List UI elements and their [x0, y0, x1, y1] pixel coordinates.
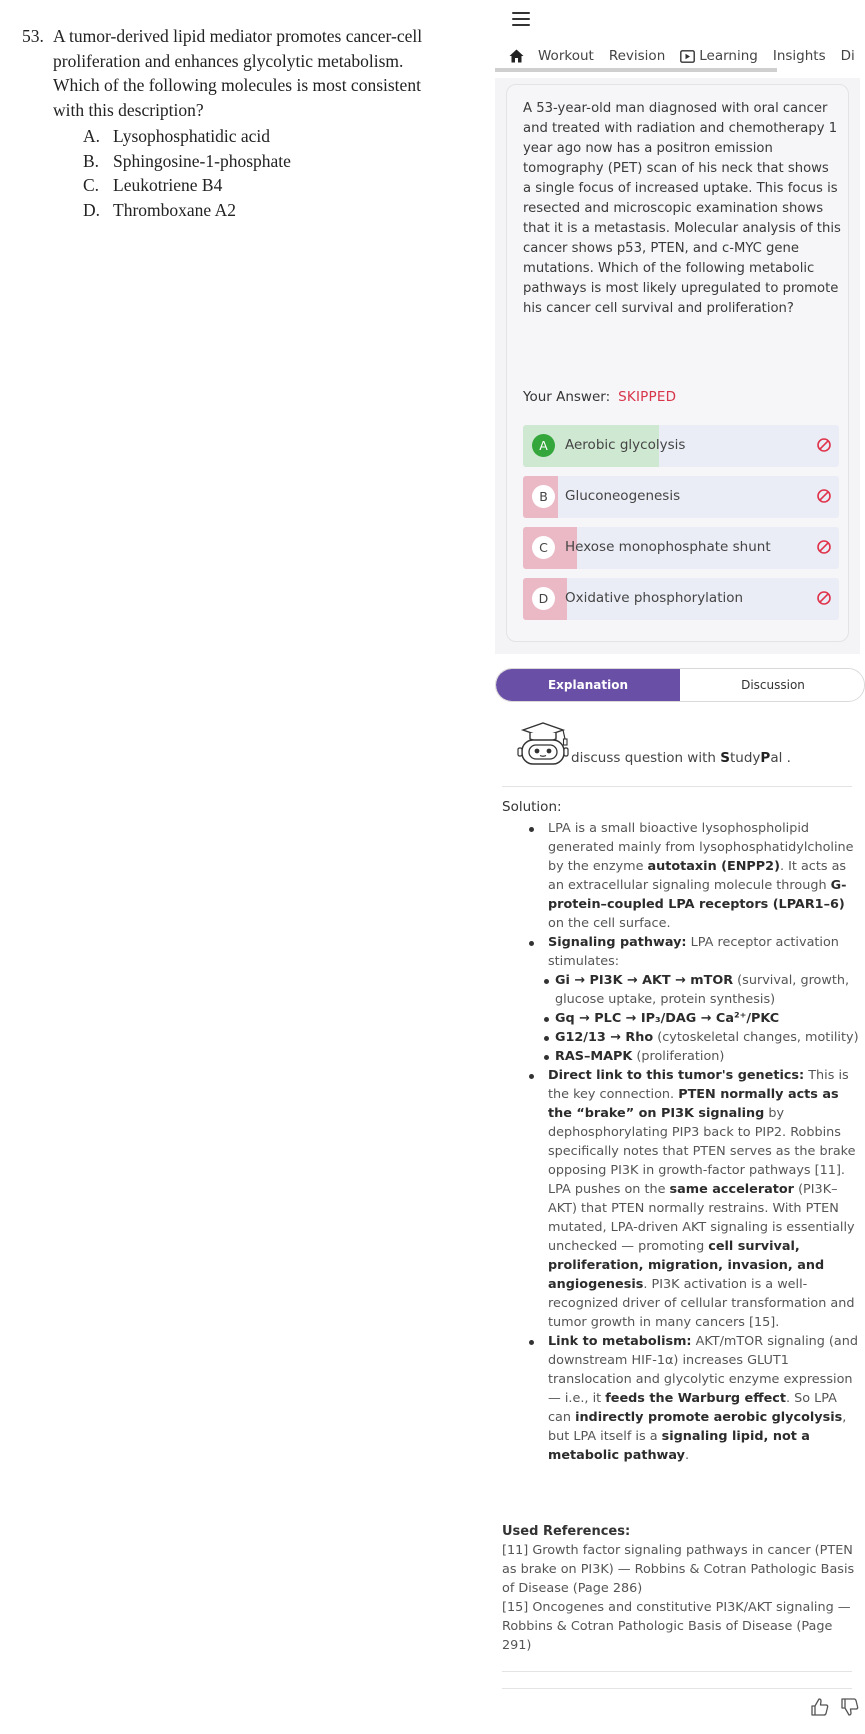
divider: [502, 1688, 852, 1689]
solution-bullet: [502, 819, 862, 933]
text: (cytoskeletal changes, motility): [653, 1030, 859, 1045]
question-stem: A 53-year-old man diagnosed with oral cancer and treated with radiation and chemotherapy 1 year ago now has a positron emission tomography (PET) scan of his neck that shows a single focus of increased uptake. This focus is resected and microscopic examination shows that it is a metastasis. Molecular analysis of this cancer shows p53, PTEN, and c-MYC gene mutations. Which of the following metabolic pathways is most likely upregulated to promote his cancer cell survival and proliferation?: [523, 101, 841, 316]
bold-text: Gq → PLC → IP₃/DAG → Ca²⁺/PKC: [555, 1011, 780, 1026]
answer-option-b[interactable]: [523, 476, 839, 518]
your-answer-label: Your Answer:: [523, 389, 611, 405]
text: AKT/mTOR signaling (and downstream HIF-1α) increases GLUT1 translocation and glycolytic enzyme expression — i.e., it: [548, 1334, 858, 1406]
answer-option-a[interactable]: [523, 425, 839, 467]
references-title: Used References:: [502, 1524, 631, 1539]
pathway-item: [548, 1047, 862, 1066]
solution-bullet: [502, 933, 862, 1066]
solution-bullet: [502, 1332, 862, 1465]
question-option: [83, 124, 452, 149]
studypal-tudy: tudy: [729, 750, 761, 766]
your-answer-value: SKIPPED: [618, 389, 677, 405]
pathway-item: [548, 971, 862, 1009]
option-letter: A.: [83, 126, 101, 146]
text: . PI3K activation is a well-recognized driver of cellular transformation and tumor growth in many cancers [15].: [548, 1277, 855, 1330]
bold-text: cell survival, proliferation, migration, invasion, and angiogenesis: [548, 1239, 825, 1292]
pathway-item: [548, 1028, 862, 1047]
text: (proliferation): [632, 1049, 725, 1064]
solution-bullet: [502, 1066, 862, 1332]
option-letter: D.: [83, 199, 101, 220]
bold-text: RAS–MAPK: [555, 1049, 633, 1064]
bold-text: G12/13 → Rho: [555, 1030, 654, 1045]
question-option: [83, 149, 452, 174]
tab-explanation[interactable]: Explanation: [496, 669, 680, 701]
divider: [502, 1671, 852, 1672]
question-block: [22, 24, 452, 222]
studypal-al: al .: [770, 750, 791, 766]
answer-option-c[interactable]: [523, 527, 839, 569]
pathway-list: [548, 971, 862, 1066]
option-letter: C.: [83, 175, 100, 195]
question-card: [506, 84, 849, 642]
text: . So LPA can: [548, 1391, 837, 1425]
app-panel: [495, 0, 865, 1734]
text: This is the key connection.: [548, 1068, 849, 1102]
nav-item-workout[interactable]: Workout: [538, 48, 594, 64]
option-text: Aerobic glycolysis: [565, 437, 686, 453]
video-icon: [680, 50, 695, 63]
thumbs-up-icon[interactable]: [810, 1697, 830, 1717]
strikethrough-icon[interactable]: [816, 590, 832, 606]
studypal-link[interactable]: [515, 720, 855, 770]
text: LPA is a small bioactive lysophospholipid generated mainly from lysophosphatidylcholine by the enzyme: [548, 821, 854, 874]
option-letter-badge: D: [532, 587, 555, 610]
strikethrough-icon[interactable]: [816, 488, 832, 504]
studypal-prefix: discuss question with: [571, 750, 721, 766]
bold-text: Gi → PI3K → AKT → mTOR: [555, 973, 734, 988]
option-letter-badge: A: [532, 434, 555, 457]
text: , but LPA itself is a: [548, 1410, 847, 1444]
nav-item-label: Learning: [699, 48, 758, 64]
nav-scroll-indicator: [495, 68, 777, 72]
nav-item-revision[interactable]: Revision: [608, 48, 666, 64]
option-text: Lysophosphatidic acid: [113, 126, 270, 146]
pathway-item: [548, 1009, 862, 1028]
text: (survival, growth, glucose uptake, protein synthesis): [555, 973, 850, 1007]
nav-item-insights[interactable]: Insights: [772, 48, 826, 64]
nav-item-learning[interactable]: [680, 48, 758, 64]
question-options: [83, 124, 452, 222]
text: on the cell surface.: [548, 916, 671, 931]
menu-icon[interactable]: [512, 12, 530, 26]
bold-text: signaling lipid, not a metabolic pathway: [548, 1429, 810, 1463]
option-letter-badge: C: [532, 536, 555, 559]
bold-text: feeds the Warburg effect: [605, 1391, 786, 1406]
question-option: [83, 173, 452, 198]
bold-text: Link to metabolism:: [548, 1334, 692, 1349]
studypal-p: P: [760, 750, 771, 766]
option-text: Gluconeogenesis: [565, 488, 681, 504]
option-letter: B.: [83, 150, 100, 171]
option-text: Thromboxane A2: [113, 199, 236, 220]
answer-option-d[interactable]: [523, 578, 839, 620]
reference-item: [11] Growth factor signaling pathways in cancer (PTEN as brake on PI3K) — Robbins & Cotran Pathologic Basis of Disease (Page 286): [502, 1543, 855, 1596]
studypal-text: [571, 750, 791, 766]
solution-bullets: [502, 819, 862, 1465]
nav-item-di[interactable]: Di: [840, 48, 855, 64]
solution-section: [502, 798, 862, 1465]
bold-text: same accelerator: [669, 1182, 794, 1197]
thumbs-down-icon[interactable]: [840, 1697, 860, 1717]
text: by dephosphorylating PIP3 back to PIP2. Robbins specifically notes that PTEN serves as the brake opposing PI3K in growth-factor pathways [11]. LPA pushes on the: [548, 1106, 856, 1197]
robot-graduate-icon: [515, 720, 571, 768]
bold-text: G-protein–coupled LPA receptors (LPAR1–6): [548, 878, 847, 912]
question-number: 53.: [22, 26, 44, 46]
tab-discussion[interactable]: Discussion: [680, 669, 865, 701]
option-letter-badge: B: [532, 485, 555, 508]
divider: [502, 786, 852, 787]
text: .: [684, 1448, 690, 1463]
references-section: [502, 1522, 858, 1655]
bold-text: Direct link to this tumor's genetics:: [548, 1068, 805, 1083]
question-option: [83, 198, 452, 223]
option-text: Leukotriene B4: [113, 175, 223, 195]
solution-title: Solution:: [502, 799, 562, 815]
option-text: Oxidative phosphorylation: [565, 590, 744, 606]
strikethrough-icon[interactable]: [816, 437, 832, 453]
bold-text: autotaxin (ENPP2): [647, 859, 780, 874]
bold-text: indirectly promote aerobic glycolysis: [575, 1410, 843, 1425]
reference-item: [15] Oncogenes and constitutive PI3K/AKT signaling — Robbins & Cotran Pathologic Basis of Disease (Page 291): [502, 1600, 851, 1653]
studypal-s: S: [720, 750, 730, 766]
home-icon[interactable]: [502, 49, 530, 63]
explanation-tabs: [495, 668, 865, 702]
question-card-area: [495, 78, 860, 654]
option-text: Sphingosine-1-phosphate: [113, 150, 291, 171]
bold-text: Signaling pathway:: [548, 935, 687, 950]
text: (PI3K–AKT) that PTEN normally restrains. With PTEN mutated, LPA-driven AKT signaling is essentially unchecked — promoting: [548, 1182, 855, 1254]
text: . It acts as an extracellular signaling molecule through: [548, 859, 847, 893]
bold-text: PTEN normally acts as the “brake” on PI3K signaling: [548, 1087, 839, 1121]
your-answer: [523, 389, 676, 405]
text: LPA receptor activation stimulates:: [548, 935, 839, 969]
option-text: Hexose monophosphate shunt: [565, 539, 771, 555]
strikethrough-icon[interactable]: [816, 539, 832, 555]
question-text: A tumor-derived lipid mediator promotes cancer-cell proliferation and enhances glycolytic metabolism. Which of the following molecules is most consistent with this description?: [53, 26, 423, 120]
